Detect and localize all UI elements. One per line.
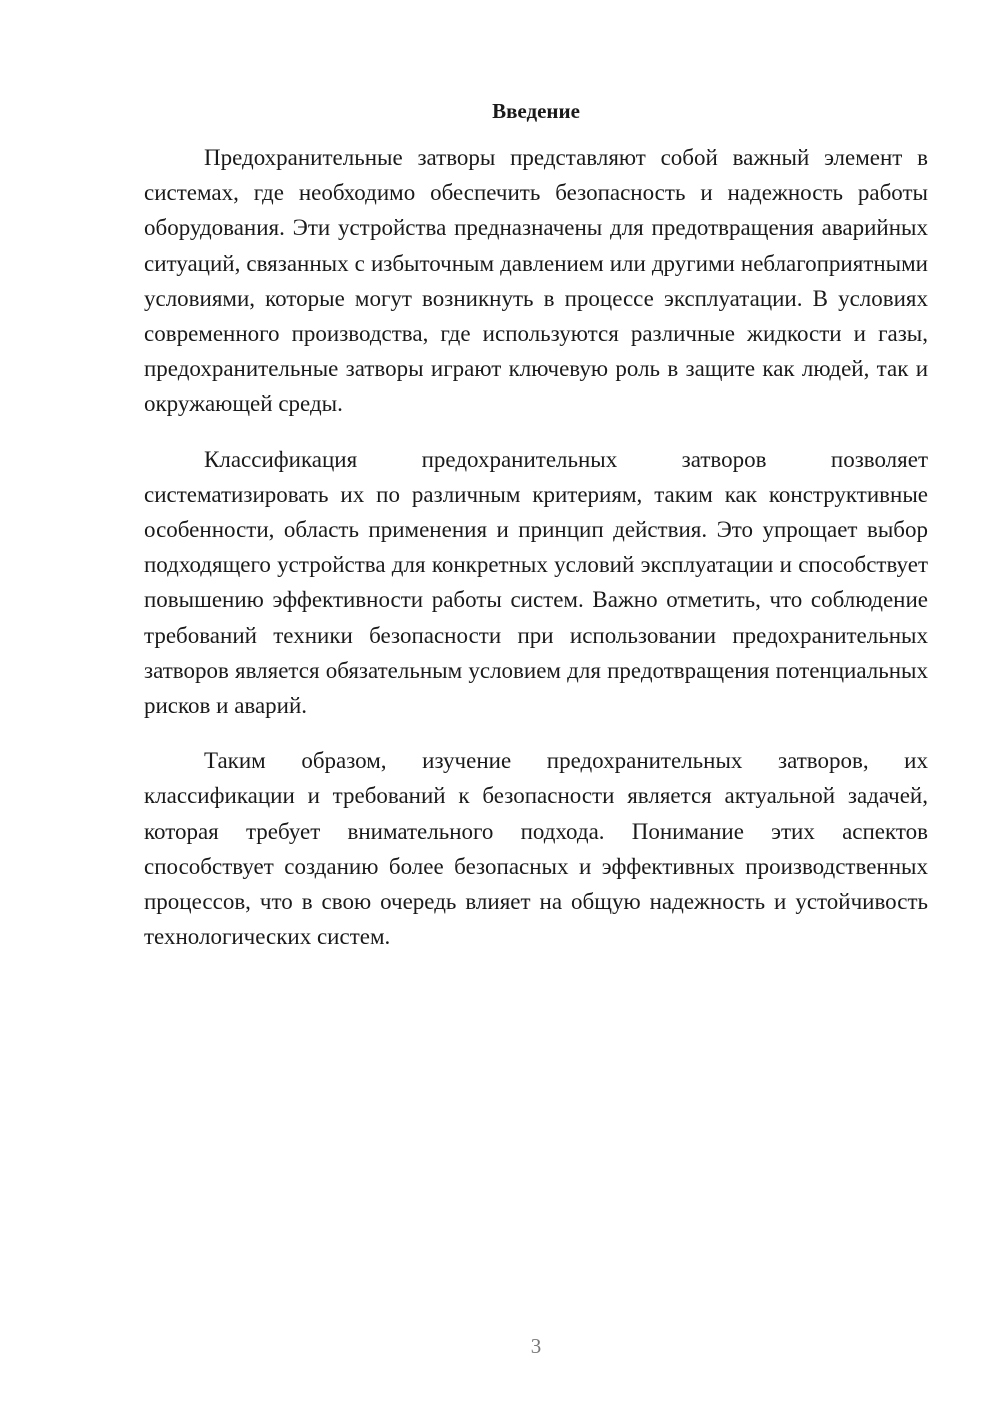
paragraph-1: Предохранительные затворы представляют собой важный элемент в системах, где необходимо обеспечить безопасность и надежность работы оборудования. Эти устройства предназначены для предотвращения аварийных ситуаций, связанных с избыточным давлением или другими неблагоприятными условиями, которые могут возникнуть в процессе эксплуатации. В условиях современного производства, где используются различные жидкости и газы, предохранительные затворы играют ключевую роль в защите как людей, так и окружающей среды. [144,145,928,417]
paragraph-2: Классификация предохранительных затворов позволяет систематизировать их по различным критериям, таким как конструктивные особенности, область применения и принцип действия. Это упрощает выбор подходящего устройства для конкретных условий эксплуатации и способствует повышению эффективности работы систем. Важно отметить, что соблюдение требований техники безопасности при использовании предохранительных затворов является обязательным условием для предотвращения потенциальных рисков и аварий. [144,446,928,719]
section-heading: Введение [492,99,580,123]
paragraph-3: Таким образом, изучение предохранительных затворов, их классификации и требований к безопасности является актуальной задачей, которая требует внимательного подхода. Понимание этих аспектов способствует созданию более безопасных и эффективных производственных процессов, что в свою очередь влияет на общую надежность и устойчивость технологических систем. [144,748,928,950]
page-content [144,96,928,974]
page-number: 3 [530,1334,542,1358]
